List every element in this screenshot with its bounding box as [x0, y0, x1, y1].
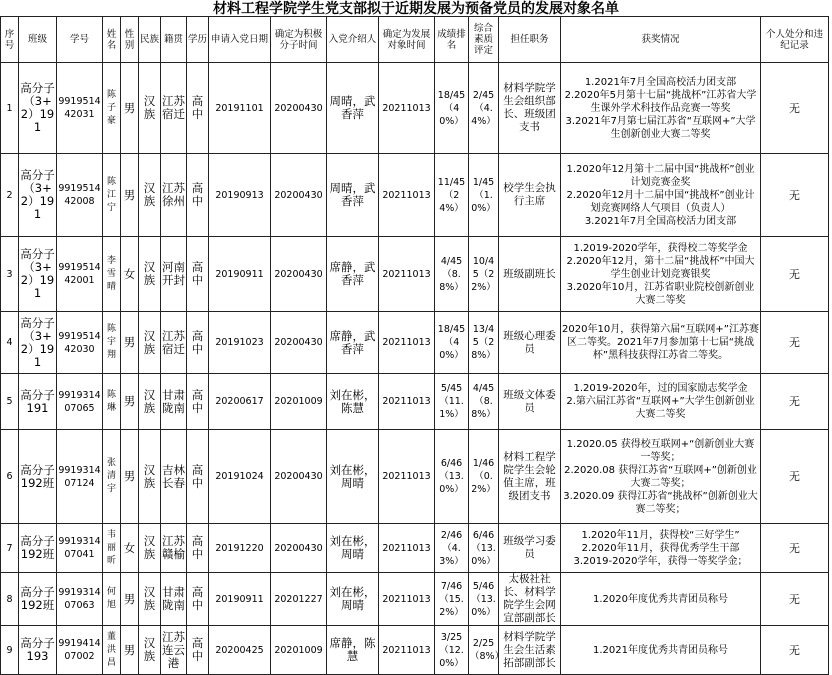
header-cell[interactable]: 确定为积极分子时间 — [271, 17, 327, 63]
gender-cell[interactable]: 男 — [121, 154, 139, 237]
introducer-cell[interactable]: 刘在彬，周晴 — [327, 524, 379, 573]
header-cell[interactable]: 申请入党日期 — [209, 17, 271, 63]
student-id-cell[interactable]: 991931407124 — [57, 430, 103, 524]
student-id-cell[interactable]: 991931407065 — [57, 374, 103, 430]
award-line: 3.2020.09 获得江苏省“挑战杯”创新创业大赛二等奖； — [563, 490, 758, 515]
ethnicity-cell[interactable]: 汉族 — [139, 312, 161, 374]
gender-cell[interactable]: 男 — [121, 573, 139, 626]
grade-rank-cell[interactable]: 11/45（24%） — [435, 154, 469, 237]
award-line: 1.2021年7月全国高校活力团支部 — [584, 76, 737, 88]
candidate-date-cell[interactable]: 20211013 — [379, 430, 435, 524]
award-line: 2.2020年12月，第十二届“挑战杯”中国大学生创业计划竞赛银奖 — [566, 255, 755, 280]
row-number-cell[interactable]: 5 — [1, 374, 19, 430]
award-line: 2.2020年11月，获得优秀学生干部 — [581, 542, 740, 554]
table-row — [1, 524, 829, 573]
student-id-cell[interactable]: 991951442031 — [57, 63, 103, 154]
award-line: 3.2019-2020学年，获得一等奖学金； — [573, 555, 748, 567]
class-cell[interactable]: 高分子192班 — [19, 524, 57, 573]
award-line: 2.2020年12月十二届中国“挑战杯”创业计划竞赛网络人气项目（负责人） — [566, 189, 755, 214]
position-cell[interactable]: 班级心理委员 — [499, 312, 561, 374]
position-cell[interactable]: 班级副班长 — [499, 237, 561, 312]
education-cell[interactable]: 高中 — [187, 154, 209, 237]
ethnicity-cell[interactable]: 汉族 — [139, 626, 161, 675]
grade-rank-cell[interactable]: 3/25（12.0%） — [435, 626, 469, 675]
header-cell[interactable]: 学历 — [187, 17, 209, 63]
class-cell[interactable]: 高分子（3+2）191 — [19, 312, 57, 374]
header-cell[interactable]: 个人处分和违纪记录 — [761, 17, 829, 63]
header-cell[interactable]: 获奖情况 — [561, 17, 761, 63]
candidate-date-cell[interactable]: 20211013 — [379, 374, 435, 430]
application-date-cell[interactable]: 20191024 — [209, 430, 271, 524]
activist-date-cell[interactable]: 20200430 — [271, 524, 327, 573]
page-title: 材料工程学院学生党支部拟于近期发展为预备党员的发展对象名单 — [213, 1, 619, 17]
activist-date-cell[interactable]: 20200430 — [271, 237, 327, 312]
candidate-date-cell[interactable]: 20211013 — [379, 626, 435, 675]
awards-cell[interactable] — [561, 154, 761, 237]
disciplinary-record-cell[interactable]: 无 — [761, 430, 829, 524]
table-row — [1, 312, 829, 374]
native-place-cell[interactable]: 吉林长春 — [161, 430, 187, 524]
table-row — [1, 154, 829, 237]
table-row — [1, 237, 829, 312]
student-id-cell[interactable]: 991941407002 — [57, 626, 103, 675]
introducer-cell[interactable]: 席静，武香萍 — [327, 237, 379, 312]
application-date-cell[interactable]: 20191023 — [209, 312, 271, 374]
application-date-cell[interactable]: 20190911 — [209, 237, 271, 312]
quality-rating-cell[interactable]: 10/45（22%） — [469, 237, 499, 312]
header-cell[interactable]: 性别 — [121, 17, 139, 63]
header-cell[interactable]: 入党介绍人 — [327, 17, 379, 63]
header-cell[interactable]: 姓名 — [103, 17, 121, 63]
student-id-cell[interactable]: 991951442030 — [57, 312, 103, 374]
native-place-cell[interactable]: 河南开封 — [161, 237, 187, 312]
class-cell[interactable]: 高分子191 — [19, 374, 57, 430]
activist-date-cell[interactable]: 20201227 — [271, 573, 327, 626]
position-cell[interactable]: 校学生会执行主席 — [499, 154, 561, 237]
position-cell[interactable]: 班级学习委员 — [499, 524, 561, 573]
ethnicity-cell[interactable]: 汉族 — [139, 374, 161, 430]
table-row — [1, 626, 829, 675]
row-number-cell[interactable]: 4 — [1, 312, 19, 374]
candidate-date-cell[interactable]: 20211013 — [379, 573, 435, 626]
award-line: 1.2019-2020学年，获得校二等奖学金 — [573, 242, 748, 254]
ethnicity-cell[interactable]: 汉族 — [139, 237, 161, 312]
application-date-cell[interactable]: 20191101 — [209, 63, 271, 154]
disciplinary-record-cell[interactable]: 无 — [761, 626, 829, 675]
native-place-cell[interactable]: 江苏连云港 — [161, 626, 187, 675]
gender-cell[interactable]: 男 — [121, 63, 139, 154]
awards-cell[interactable] — [561, 626, 761, 675]
disciplinary-record-cell[interactable]: 无 — [761, 524, 829, 573]
header-cell[interactable]: 成绩排名 — [435, 17, 469, 63]
award-line: 1.2019-2020年，过的国家励志奖学金 — [573, 383, 748, 394]
disciplinary-record-cell[interactable]: 无 — [761, 374, 829, 430]
candidate-date-cell[interactable]: 20211013 — [379, 524, 435, 573]
application-date-cell[interactable]: 20191220 — [209, 524, 271, 573]
native-place-cell[interactable]: 甘肃陇南 — [161, 573, 187, 626]
table-row — [1, 430, 829, 524]
education-cell[interactable]: 高中 — [187, 237, 209, 312]
header-cell[interactable]: 籍贯 — [161, 17, 187, 63]
awards-cell[interactable] — [561, 312, 761, 374]
name-cell[interactable]: 陈江宁 — [103, 154, 121, 237]
name-cell[interactable]: 董洪昌 — [103, 626, 121, 675]
education-cell[interactable]: 高中 — [187, 626, 209, 675]
class-cell[interactable]: 高分子（3+2）191 — [19, 237, 57, 312]
award-line: 2.2020年5月第十七届“挑战杯”江苏省大学生课外学术科技作品竞赛一等奖 — [564, 89, 757, 114]
student-id-cell[interactable]: 991931407063 — [57, 573, 103, 626]
education-cell[interactable]: 高中 — [187, 312, 209, 374]
award-line: 2020年10月，获得第六届“互联网+”江苏赛区二等奖。2021年7月参加第十七届“挑战杯”黑科技获得江苏省二等奖。 — [562, 324, 759, 361]
quality-rating-cell[interactable]: 2/45（4.4%） — [469, 63, 499, 154]
activist-date-cell[interactable]: 20200430 — [271, 430, 327, 524]
class-cell[interactable]: 高分子193 — [19, 626, 57, 675]
disciplinary-record-cell[interactable]: 无 — [761, 312, 829, 374]
education-cell[interactable]: 高中 — [187, 430, 209, 524]
introducer-cell[interactable]: 刘在彬，周晴 — [327, 430, 379, 524]
application-date-cell[interactable]: 20200425 — [209, 626, 271, 675]
grade-rank-cell[interactable]: 6/46（13.0%） — [435, 430, 469, 524]
gender-cell[interactable]: 男 — [121, 374, 139, 430]
row-number-cell[interactable]: 9 — [1, 626, 19, 675]
name-cell[interactable]: 何旭 — [103, 573, 121, 626]
header-cell[interactable]: 序号 — [1, 17, 19, 63]
header-cell[interactable]: 民族 — [139, 17, 161, 63]
class-cell[interactable]: 高分子192班 — [19, 430, 57, 524]
table-row — [1, 573, 829, 626]
class-cell[interactable]: 高分子（3+2）191 — [19, 63, 57, 154]
awards-cell[interactable] — [561, 524, 761, 573]
activist-date-cell[interactable]: 20200430 — [271, 63, 327, 154]
award-line: 1.2020年度优秀共青团员称号 — [593, 593, 728, 605]
header-cell[interactable]: 综合素质评定 — [469, 17, 499, 63]
grade-rank-cell[interactable]: 4/45（8.8%） — [435, 237, 469, 312]
gender-cell[interactable]: 男 — [121, 626, 139, 675]
quality-rating-cell[interactable]: 1/45（1.0%） — [469, 154, 499, 237]
award-line: 1.2020年11月，获得校“三好学生” — [581, 529, 740, 541]
disciplinary-record-cell[interactable]: 无 — [761, 573, 829, 626]
ethnicity-cell[interactable]: 汉族 — [139, 430, 161, 524]
awards-cell[interactable] — [561, 63, 761, 154]
table-row — [1, 63, 829, 154]
awards-cell[interactable] — [561, 237, 761, 312]
awards-cell[interactable] — [561, 573, 761, 626]
class-cell[interactable]: 高分子192班 — [19, 573, 57, 626]
introducer-cell[interactable]: 周晴，武香萍 — [327, 63, 379, 154]
education-cell[interactable]: 高中 — [187, 63, 209, 154]
introducer-cell[interactable]: 刘在彬，陈慧 — [327, 374, 379, 430]
header-cell[interactable]: 确定为发展对象时间 — [379, 17, 435, 63]
header-cell[interactable]: 学号 — [57, 17, 103, 63]
award-line: 3.2021年7月全国高校活力团支部 — [584, 215, 737, 227]
candidate-date-cell[interactable]: 20211013 — [379, 237, 435, 312]
ethnicity-cell[interactable]: 汉族 — [139, 63, 161, 154]
activist-date-cell[interactable]: 20200430 — [271, 154, 327, 237]
student-id-cell[interactable]: 991951442008 — [57, 154, 103, 237]
award-line: 1.2021年度优秀共青团员称号 — [593, 644, 728, 656]
position-cell[interactable]: 班级文体委员 — [499, 374, 561, 430]
award-line: 2.2020.08 获得江苏省“互联网+”创新创业大赛二等奖； — [564, 464, 757, 489]
award-line: 1.2020年12月第十二届中国“挑战杯”创业计划竞赛金奖 — [566, 163, 755, 188]
awards-cell[interactable] — [561, 430, 761, 524]
grade-rank-cell[interactable]: 7/46（15.2%） — [435, 573, 469, 626]
row-number-cell[interactable]: 1 — [1, 63, 19, 154]
native-place-cell[interactable]: 江苏宿迁 — [161, 312, 187, 374]
position-cell[interactable]: 材料学院学生会组织部长、班级团支书 — [499, 63, 561, 154]
gender-cell[interactable]: 男 — [121, 430, 139, 524]
activist-date-cell[interactable]: 20201009 — [271, 626, 327, 675]
header-cell[interactable]: 担任职务 — [499, 17, 561, 63]
native-place-cell[interactable]: 江苏徐州 — [161, 154, 187, 237]
introducer-cell[interactable]: 席静，武香萍 — [327, 312, 379, 374]
application-date-cell[interactable]: 20190911 — [209, 573, 271, 626]
name-cell[interactable]: 陈琳 — [103, 374, 121, 430]
grade-rank-cell[interactable]: 18/45（40%） — [435, 312, 469, 374]
table-row — [1, 374, 829, 430]
name-cell[interactable]: 李雪晴 — [103, 237, 121, 312]
disciplinary-record-cell[interactable]: 无 — [761, 154, 829, 237]
award-line: 1.2020.05 获得校互联网+“创新创业大赛一等奖； — [566, 438, 755, 463]
header-row — [1, 17, 829, 63]
award-line: 2.第六届江苏省“互联网+”大学生创新创业大赛二等奖 — [566, 396, 755, 420]
awards-cell[interactable] — [561, 374, 761, 430]
gender-cell[interactable]: 女 — [121, 524, 139, 573]
quality-rating-cell[interactable]: 1/46（0.2%） — [469, 430, 499, 524]
gender-cell[interactable]: 男 — [121, 312, 139, 374]
disciplinary-record-cell[interactable]: 无 — [761, 63, 829, 154]
introducer-cell[interactable]: 席静，陈慧 — [327, 626, 379, 675]
introducer-cell[interactable]: 刘在彬，周晴 — [327, 573, 379, 626]
ethnicity-cell[interactable]: 汉族 — [139, 524, 161, 573]
quality-rating-cell[interactable]: 5/46（13.0%） — [469, 573, 499, 626]
row-number-cell[interactable]: 6 — [1, 430, 19, 524]
row-number-cell[interactable]: 2 — [1, 154, 19, 237]
grade-rank-cell[interactable]: 18/45（40%） — [435, 63, 469, 154]
education-cell[interactable]: 高中 — [187, 524, 209, 573]
position-cell[interactable]: 材料学院学生会生活素拓部副部长 — [499, 626, 561, 675]
candidate-date-cell[interactable]: 20211013 — [379, 312, 435, 374]
ethnicity-cell[interactable]: 汉族 — [139, 573, 161, 626]
native-place-cell[interactable]: 江苏赣榆 — [161, 524, 187, 573]
grade-rank-cell[interactable]: 5/45（11.1%） — [435, 374, 469, 430]
position-cell[interactable]: 太极社社长、材料学院学生会网宣部副部长 — [499, 573, 561, 626]
native-place-cell[interactable]: 江苏宿迁 — [161, 63, 187, 154]
quality-rating-cell[interactable]: 13/45（28%） — [469, 312, 499, 374]
quality-rating-cell[interactable]: 4/45（8.8%） — [469, 374, 499, 430]
row-number-cell[interactable]: 3 — [1, 237, 19, 312]
quality-rating-cell[interactable]: 2/25（8%） — [469, 626, 499, 675]
gender-cell[interactable]: 女 — [121, 237, 139, 312]
candidate-date-cell[interactable]: 20211013 — [379, 154, 435, 237]
name-cell[interactable]: 韦丽昕 — [103, 524, 121, 573]
student-id-cell[interactable]: 991931407041 — [57, 524, 103, 573]
quality-rating-cell[interactable]: 6/46（13.0%） — [469, 524, 499, 573]
education-cell[interactable]: 高中 — [187, 374, 209, 430]
name-cell[interactable]: 陈宇翔 — [103, 312, 121, 374]
education-cell[interactable]: 高中 — [187, 573, 209, 626]
candidate-date-cell[interactable]: 20211013 — [379, 63, 435, 154]
native-place-cell[interactable]: 甘肃陇南 — [161, 374, 187, 430]
student-id-cell[interactable]: 991951442001 — [57, 237, 103, 312]
class-cell[interactable]: 高分子（3+2）191 — [19, 154, 57, 237]
header-cell[interactable]: 班级 — [19, 17, 57, 63]
row-number-cell[interactable]: 7 — [1, 524, 19, 573]
award-line: 3.2020年10月，江苏省职业院校创新创业大赛二等奖 — [566, 281, 755, 306]
candidate-table — [0, 16, 829, 675]
position-cell[interactable]: 材料工程学院学生会轮值主席，班级团支书 — [499, 430, 561, 524]
name-cell[interactable]: 陈子豪 — [103, 63, 121, 154]
ethnicity-cell[interactable]: 汉族 — [139, 154, 161, 237]
row-number-cell[interactable]: 8 — [1, 573, 19, 626]
grade-rank-cell[interactable]: 2/46（4.3%） — [435, 524, 469, 573]
disciplinary-record-cell[interactable]: 无 — [761, 237, 829, 312]
activist-date-cell[interactable]: 20201009 — [271, 374, 327, 430]
introducer-cell[interactable]: 周晴，武香萍 — [327, 154, 379, 237]
application-date-cell[interactable]: 20190913 — [209, 154, 271, 237]
award-line: 3.2021年7月第七届江苏省“互联网+”大学生创新创业大赛二等奖 — [565, 115, 756, 140]
application-date-cell[interactable]: 20200617 — [209, 374, 271, 430]
activist-date-cell[interactable]: 20200430 — [271, 312, 327, 374]
name-cell[interactable]: 张清宇 — [103, 430, 121, 524]
